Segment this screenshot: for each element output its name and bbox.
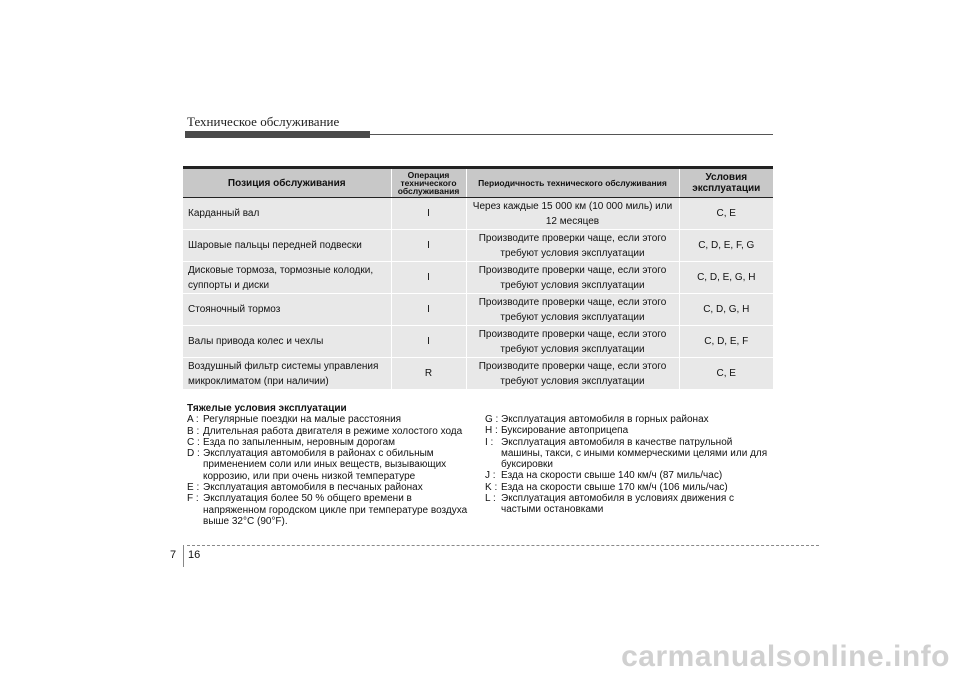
column-header: Операция технического обслуживания [391, 168, 466, 198]
conditions-cell: C, E [679, 358, 773, 390]
conditions-cell: C, D, E, F, G [679, 230, 773, 262]
item-cell: Шаровые пальцы передней подвески [183, 230, 391, 262]
item-cell: Карданный вал [183, 198, 391, 230]
operation-cell: I [391, 294, 466, 326]
condition-text: Эксплуатация автомобиля в качестве патрульной машины, такси, с иными коммерческими целями или для буксировки [501, 436, 768, 471]
item-cell: Стояночный тормоз [183, 294, 391, 326]
condition-text: Езда по запыленным, неровным дорогам [203, 436, 396, 448]
condition-item [485, 493, 770, 516]
item-cell: Воздушный фильтр системы управления микроклиматом (при наличии) [183, 358, 391, 390]
column-header: Условия эксплуатации [679, 168, 773, 198]
conditions-title: Тяжелые условия эксплуатации [187, 403, 347, 414]
conditions-left-column [187, 403, 477, 527]
condition-item [187, 437, 477, 448]
table-row [183, 230, 773, 262]
condition-item [485, 414, 770, 425]
table-row [183, 262, 773, 294]
condition-item [187, 414, 477, 425]
condition-letter: D : [187, 448, 200, 460]
condition-letter: A : [187, 414, 199, 426]
condition-text: Эксплуатация более 50 % общего времени в напряженном городском цикле при температуре воздуха выше 32°C (90°F). [203, 493, 468, 527]
table-row [183, 294, 773, 326]
condition-letter: J : [485, 470, 496, 482]
table-header-row [183, 168, 773, 198]
item-cell: Валы привода колес и чехлы [183, 326, 391, 358]
column-header: Позиция обслуживания [183, 168, 391, 198]
condition-item [485, 437, 770, 471]
condition-item [187, 493, 477, 527]
table-row [183, 326, 773, 358]
operation-cell: I [391, 198, 466, 230]
condition-letter: B : [187, 425, 200, 437]
maintenance-table [183, 166, 773, 390]
page-number: 16 [188, 549, 201, 561]
condition-text: Эксплуатация автомобиля в районах с обильным применением соли или иных веществ, вызывающих коррозию, или при очень низкой температуре [203, 448, 447, 482]
conditions-cell: C, D, E, F [679, 326, 773, 358]
condition-text: Длительная работа двигателя в режиме холостого хода [203, 425, 463, 437]
item-cell: Дисковые тормоза, тормозные колодки, суппорты и диски [183, 262, 391, 294]
condition-text: Эксплуатация автомобиля в горных районах [501, 414, 709, 425]
header-bar [185, 131, 370, 138]
condition-text: Езда на скорости свыше 170 км/ч (106 миль/час) [501, 481, 728, 493]
conditions-cell: C, D, G, H [679, 294, 773, 326]
condition-letter: H : [485, 425, 498, 437]
condition-text: Эксплуатация автомобиля в условиях движения с частыми остановками [501, 493, 735, 516]
condition-item [485, 425, 770, 436]
condition-item [187, 448, 477, 482]
footer-divider [183, 545, 184, 567]
condition-letter: K : [485, 481, 498, 493]
condition-letter: I : [485, 436, 494, 448]
condition-letter: C : [187, 436, 200, 448]
conditions-cell: C, E [679, 198, 773, 230]
period-cell: Через каждые 15 000 км (10 000 миль) или 12 месяцев [466, 198, 679, 230]
period-cell: Производите проверки чаще, если этого требуют условия эксплуатации [466, 230, 679, 262]
operation-cell: I [391, 326, 466, 358]
condition-text: Эксплуатация автомобиля в песчаных районах [203, 482, 423, 494]
section-title: Техническое обслуживание [187, 114, 340, 129]
period-cell: Производите проверки чаще, если этого требуют условия эксплуатации [466, 358, 679, 390]
column-header: Периодичность технического обслуживания [466, 168, 679, 198]
table-row [183, 358, 773, 390]
condition-letter: G : [485, 414, 499, 425]
chapter-number: 7 [170, 549, 177, 561]
operation-cell: I [391, 230, 466, 262]
condition-item [485, 482, 770, 493]
condition-text: Езда на скорости свыше 140 км/ч (87 миль/час) [501, 470, 723, 482]
condition-item [485, 470, 770, 481]
period-cell: Производите проверки чаще, если этого требуют условия эксплуатации [466, 294, 679, 326]
condition-letter: E : [187, 482, 200, 494]
footer-rule [187, 545, 819, 546]
period-cell: Производите проверки чаще, если этого требуют условия эксплуатации [466, 326, 679, 358]
conditions-cell: C, D, E, G, H [679, 262, 773, 294]
table-row [183, 198, 773, 230]
header-rule [370, 134, 773, 135]
condition-item [187, 426, 477, 437]
watermark: carmanualsonline.info [621, 640, 950, 673]
condition-letter: F : [187, 493, 199, 505]
operation-cell: R [391, 358, 466, 390]
condition-item [187, 482, 477, 493]
period-cell: Производите проверки чаще, если этого требуют условия эксплуатации [466, 262, 679, 294]
conditions-right-column [485, 414, 770, 516]
operation-cell: I [391, 262, 466, 294]
condition-letter: L : [485, 493, 496, 505]
condition-text: Регулярные поездки на малые расстояния [203, 414, 402, 426]
condition-text: Буксирование автоприцепа [501, 425, 629, 437]
